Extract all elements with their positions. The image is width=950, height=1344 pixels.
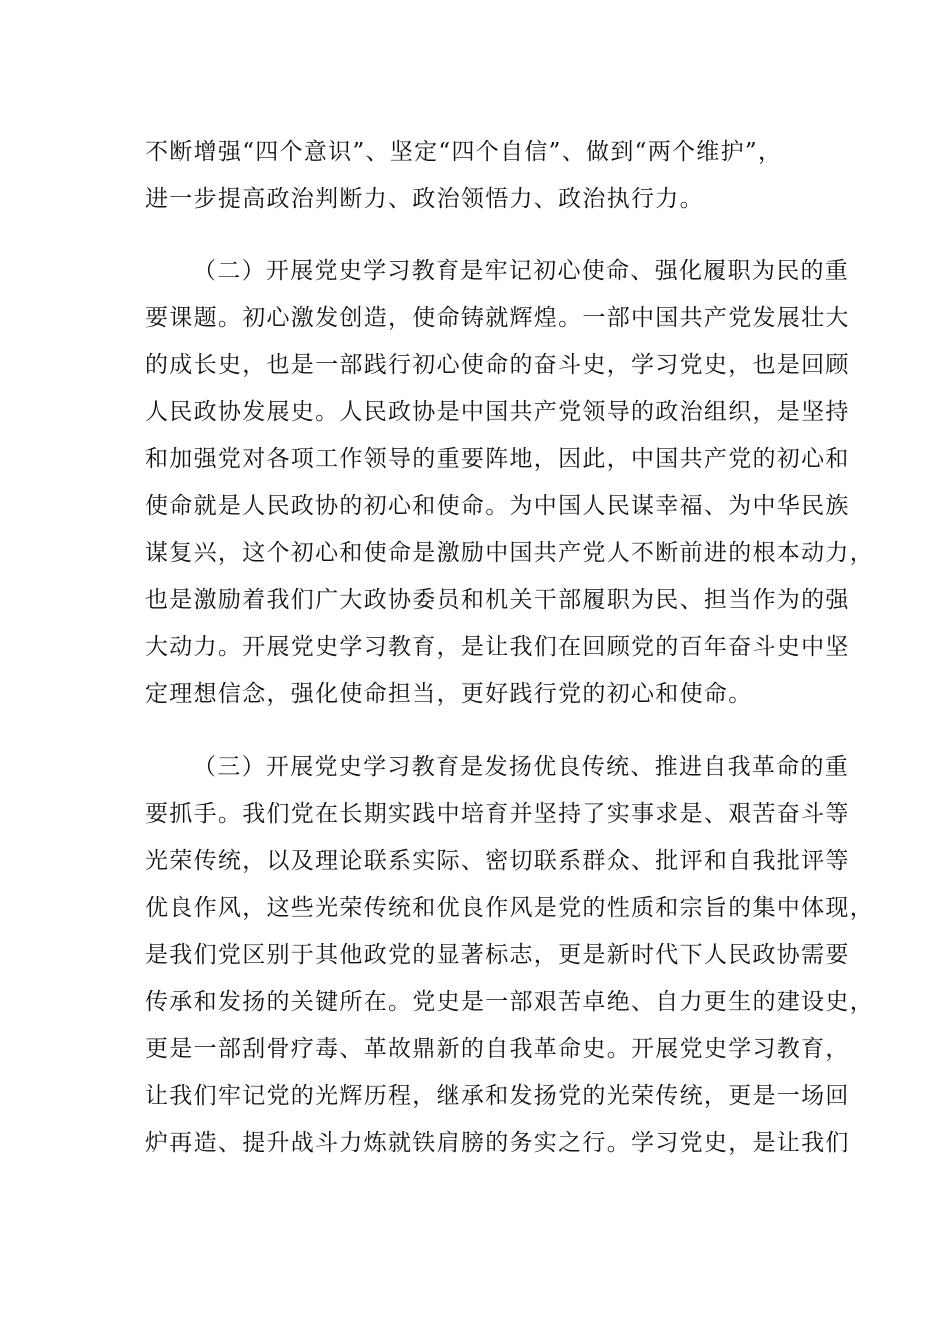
text-line: 使命就是人民政协的初心和使命。为中国人民谋幸福、为中华民族 [145, 493, 850, 519]
text-line: 谋复兴，这个初心和使命是激励中国共产党人不断前进的根本动力， [145, 540, 874, 566]
text-line: 人民政协发展史。人民政协是中国共产党领导的政治组织，是坚持 [145, 399, 850, 425]
text-line: 优良作风，这些光荣传统和优良作风是党的性质和宗旨的集中体现， [145, 895, 874, 921]
text-line: 的成长史，也是一部践行初心使命的奋斗史，学习党史，也是回顾 [145, 352, 850, 378]
paragraph-heading-2: （二）开展党史学习教育是牢记初心使命、强化履职为民的重 [193, 258, 850, 284]
text-line: 光荣传统，以及理论联系实际、密切联系群众、批评和自我批评等 [145, 848, 850, 874]
text-line: 进一步提高政治判断力、政治领悟力、政治执行力。 [145, 186, 704, 212]
text-line: 是我们党区别于其他政党的显著标志，更是新时代下人民政协需要 [145, 942, 850, 968]
text-line: 更是一部刮骨疗毒、革故鼎新的自我革命史。开展党史学习教育， [145, 1036, 850, 1062]
text-line: 要抓手。我们党在长期实践中培育并坚持了实事求是、艰苦奋斗等 [145, 801, 850, 827]
text-line: 大动力。开展党史学习教育，是让我们在回顾党的百年奋斗史中坚 [145, 634, 850, 660]
text-line: 要课题。初心激发创造，使命铸就辉煌。一部中国共产党发展壮大 [145, 305, 850, 331]
text-line: 炉再造、提升战斗力炼就铁肩膀的务实之行。学习党史，是让我们 [145, 1130, 850, 1156]
text-line: 定理想信念，强化使命担当，更好践行党的初心和使命。 [145, 681, 753, 707]
text-line: 不断增强“四个意识”、坚定“四个自信”、做到“两个维护”， [145, 139, 783, 165]
paragraph-heading-3: （三）开展党史学习教育是发扬优良传统、推进自我革命的重 [193, 754, 850, 780]
text-line: 传承和发扬的关键所在。党史是一部艰苦卓绝、自力更生的建设史， [145, 989, 874, 1015]
text-line: 让我们牢记党的光辉历程，继承和发扬党的光荣传统，更是一场回 [145, 1083, 850, 1109]
text-line: 和加强党对各项工作领导的重要阵地，因此，中国共产党的初心和 [145, 446, 850, 472]
text-line: 也是激励着我们广大政协委员和机关干部履职为民、担当作为的强 [145, 587, 850, 613]
